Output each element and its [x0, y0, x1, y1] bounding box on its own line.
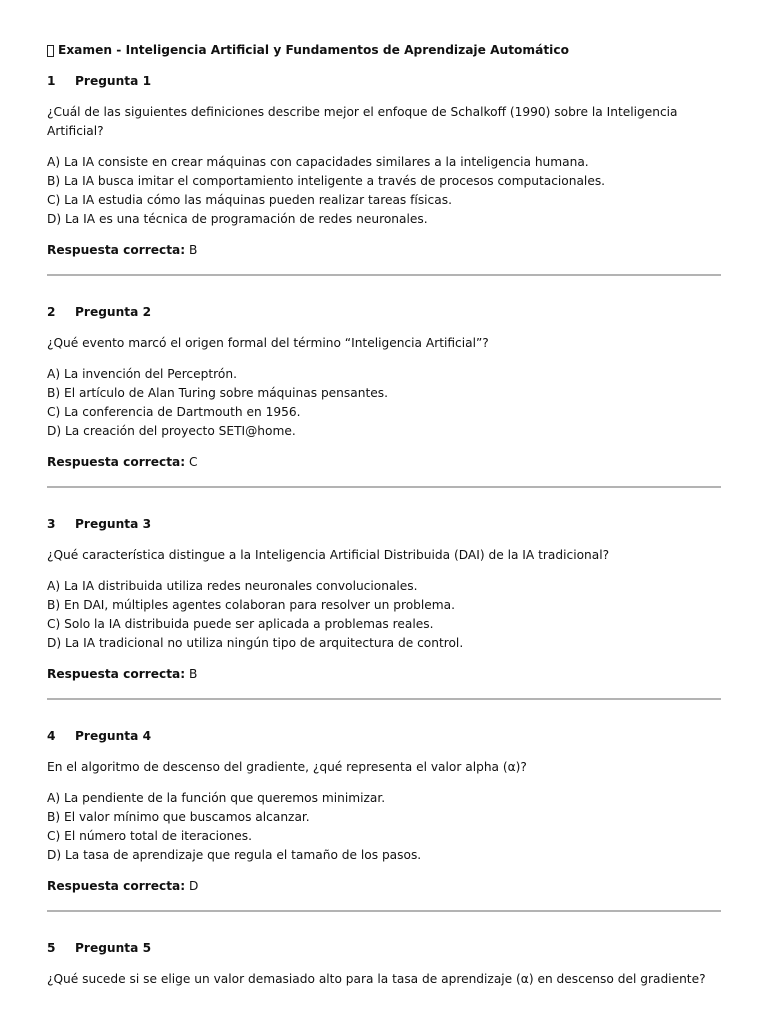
box-glyph-icon — [47, 45, 54, 57]
question-3 — [47, 515, 721, 684]
question-5 — [47, 939, 721, 989]
option-list — [47, 789, 721, 865]
option-b: B) La IA busca imitar el comportamiento inteligente a través de procesos computacionales. — [47, 174, 606, 188]
question-heading — [47, 303, 721, 322]
question-2 — [47, 303, 721, 472]
option-c: C) El número total de iteraciones. — [47, 829, 252, 843]
section-divider — [47, 486, 721, 488]
question-text: En el algoritmo de descenso del gradiente, ¿qué representa el valor alpha (α)? — [47, 760, 527, 774]
correct-answer — [47, 877, 721, 896]
option-d: D) La creación del proyecto SETI@home. — [47, 424, 296, 438]
answer-value: D — [189, 879, 199, 893]
question-title: Pregunta 3 — [75, 517, 152, 531]
question-title: Pregunta 4 — [75, 729, 152, 743]
option-a: A) La invención del Perceptrón. — [47, 367, 237, 381]
question-number: 3 — [47, 517, 56, 531]
option-b: B) El artículo de Alan Turing sobre máquinas pensantes. — [47, 386, 388, 400]
question-heading — [47, 727, 721, 746]
option-a: A) La IA distribuida utiliza redes neuronales convolucionales. — [47, 579, 418, 593]
answer-label: Respuesta correcta: — [47, 243, 186, 257]
question-title: Pregunta 1 — [75, 74, 152, 88]
option-a: A) La pendiente de la función que queremos minimizar. — [47, 791, 386, 805]
question-heading — [47, 72, 721, 91]
answer-label: Respuesta correcta: — [47, 667, 186, 681]
option-c: C) La IA estudia cómo las máquinas pueden realizar tareas físicas. — [47, 193, 452, 207]
document-title — [47, 41, 721, 60]
question-title: Pregunta 5 — [75, 941, 152, 955]
question-number: 2 — [47, 305, 56, 319]
question-number: 1 — [47, 74, 56, 88]
document-title-text: Examen - Inteligencia Artificial y Fundamentos de Aprendizaje Automático — [58, 43, 569, 57]
correct-answer — [47, 453, 721, 472]
question-heading — [47, 939, 721, 958]
answer-label: Respuesta correcta: — [47, 455, 186, 469]
answer-label: Respuesta correcta: — [47, 879, 186, 893]
answer-value: B — [189, 667, 198, 681]
option-list — [47, 577, 721, 653]
option-d: D) La IA es una técnica de programación de redes neuronales. — [47, 212, 428, 226]
option-b: B) El valor mínimo que buscamos alcanzar. — [47, 810, 310, 824]
question-text: ¿Cuál de las siguientes definiciones describe mejor el enfoque de Schalkoff (1990) sobre la Inteligencia Artificial? — [47, 105, 678, 138]
question-number: 5 — [47, 941, 56, 955]
option-list — [47, 153, 721, 229]
section-divider — [47, 910, 721, 912]
answer-value: C — [189, 455, 198, 469]
question-1 — [47, 72, 721, 260]
option-c: C) La conferencia de Dartmouth en 1956. — [47, 405, 301, 419]
option-a: A) La IA consiste en crear máquinas con capacidades similares a la inteligencia humana. — [47, 155, 589, 169]
option-c: C) Solo la IA distribuida puede ser aplicada a problemas reales. — [47, 617, 434, 631]
section-divider — [47, 698, 721, 700]
question-heading — [47, 515, 721, 534]
option-b: B) En DAI, múltiples agentes colaboran para resolver un problema. — [47, 598, 456, 612]
question-title: Pregunta 2 — [75, 305, 152, 319]
section-divider — [47, 274, 721, 276]
correct-answer — [47, 241, 721, 260]
question-number: 4 — [47, 729, 56, 743]
question-text: ¿Qué característica distingue a la Inteligencia Artificial Distribuida (DAI) de la IA tradicional? — [47, 548, 610, 562]
option-d: D) La tasa de aprendizaje que regula el tamaño de los pasos. — [47, 848, 422, 862]
question-text: ¿Qué evento marcó el origen formal del término “Inteligencia Artificial”? — [47, 336, 489, 350]
correct-answer — [47, 665, 721, 684]
question-4 — [47, 727, 721, 896]
option-list — [47, 365, 721, 441]
option-d: D) La IA tradicional no utiliza ningún tipo de arquitectura de control. — [47, 636, 464, 650]
answer-value: B — [189, 243, 198, 257]
question-text: ¿Qué sucede si se elige un valor demasiado alto para la tasa de aprendizaje (α) en descenso del gradiente? — [47, 972, 706, 986]
